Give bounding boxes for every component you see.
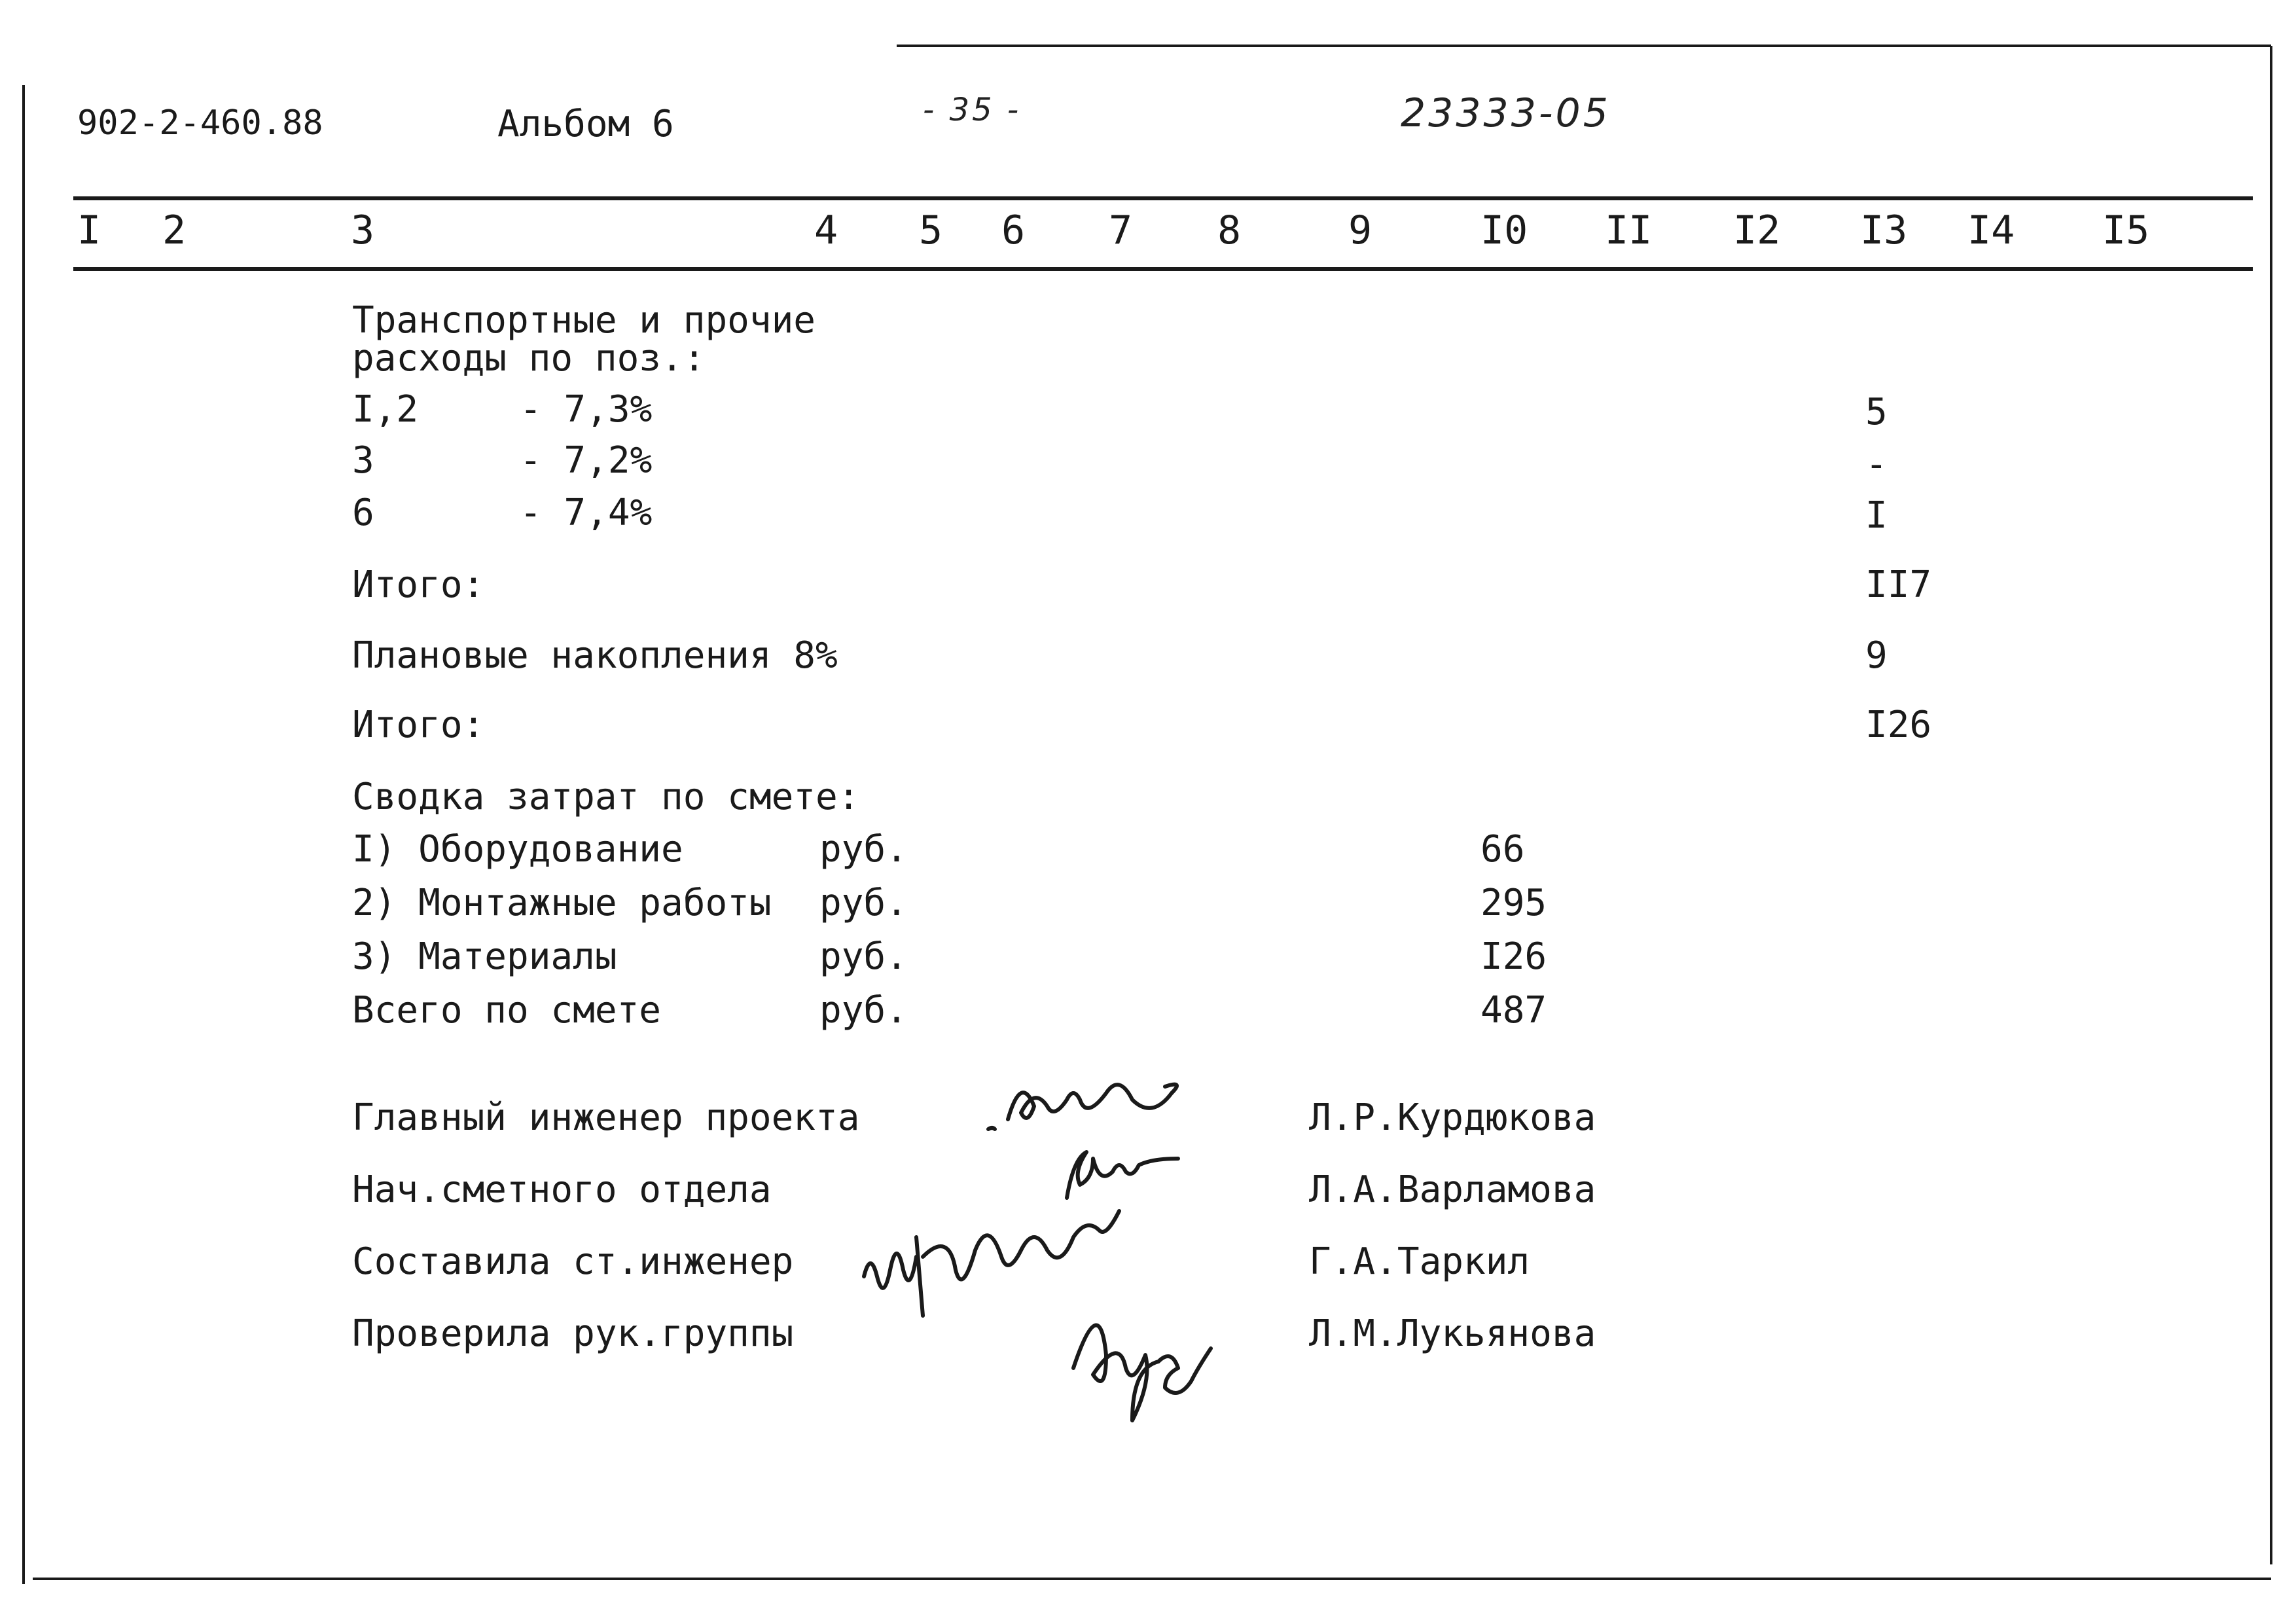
transport-heading-line1: Транспортные и прочие (352, 299, 816, 342)
album-label: Альбом 6 (497, 103, 674, 145)
signature-role: Нач.сметного отдела (352, 1168, 772, 1211)
column-number-7: 7 (1109, 208, 1133, 253)
summary-row-value: I26 (1480, 935, 1547, 978)
subtotal-label: Итого: (352, 564, 485, 606)
summary-row-unit: руб. (819, 935, 908, 978)
planned-savings-label: Плановые накопления 8% (352, 634, 838, 677)
subtotal-value: II7 (1865, 564, 1932, 606)
transport-row-rate: - 7,3% (520, 388, 653, 431)
summary-row-unit: руб. (819, 882, 908, 924)
transport-row-value: - (1865, 443, 1888, 486)
handwritten-signature-reviewer (1060, 1283, 1230, 1401)
summary-row-value: 487 (1480, 989, 1547, 1032)
transport-row-pos: I,2 (352, 388, 419, 431)
summary-row-label: 2) Монтажные работы (352, 882, 772, 924)
summary-row-label: Всего по смете (352, 989, 662, 1032)
total-value: I26 (1865, 704, 1932, 746)
left-border (22, 85, 25, 1584)
column-number-1: I (77, 208, 101, 253)
column-header-top-rule (73, 196, 2253, 200)
summary-row-label: I) Оборудование (352, 828, 683, 871)
summary-row-label: 3) Материалы (352, 935, 617, 978)
right-border (2270, 46, 2272, 1564)
column-number-9: 9 (1348, 208, 1372, 253)
doc-code: 902-2-460.88 (77, 103, 323, 143)
summary-row-unit: руб. (819, 989, 908, 1032)
column-number-4: 4 (814, 208, 838, 253)
transport-row-rate: - 7,2% (520, 439, 653, 482)
column-number-6: 6 (1001, 208, 1026, 253)
transport-row-value: 5 (1865, 391, 1888, 433)
signature-name: Л.А.Варламова (1309, 1168, 1596, 1211)
signature-role: Составила ст.инженер (352, 1240, 794, 1283)
top-border (897, 45, 2271, 47)
column-number-14: I4 (1967, 208, 2015, 253)
signature-name: Л.М.Лукьянова (1309, 1312, 1596, 1355)
column-number-13: I3 (1860, 208, 1908, 253)
column-number-5: 5 (919, 208, 943, 253)
column-number-8: 8 (1217, 208, 1242, 253)
signature-name: Л.Р.Курдюкова (1309, 1096, 1596, 1139)
column-header-bottom-rule (73, 267, 2253, 271)
transport-row-rate: - 7,4% (520, 492, 653, 534)
total-label: Итого: (352, 704, 485, 746)
summary-heading: Сводка затрат по смете: (352, 776, 860, 818)
column-number-12: I2 (1733, 208, 1781, 253)
handwritten-signature-chief-engineer (982, 1067, 1230, 1139)
summary-row-unit: руб. (819, 828, 908, 871)
transport-heading-line2: расходы по поз.: (352, 337, 706, 380)
signature-name: Г.А.Таркил (1309, 1240, 1530, 1283)
column-number-15: I5 (2102, 208, 2150, 253)
signature-role: Проверила рук.группы (352, 1312, 794, 1355)
summary-row-value: 66 (1480, 828, 1525, 871)
planned-savings-value: 9 (1865, 634, 1888, 677)
column-number-2: 2 (162, 208, 187, 253)
bottom-border (33, 1578, 2271, 1580)
column-number-11: II (1605, 208, 1653, 253)
transport-row-pos: 6 (352, 492, 374, 534)
column-number-10: I0 (1480, 208, 1528, 253)
summary-row-value: 295 (1480, 882, 1547, 924)
page-number: - 35 - (923, 92, 1022, 128)
transport-row-value: I (1865, 494, 1888, 537)
signature-role: Главный инженер проекта (352, 1096, 860, 1139)
inventory-number: 23333-05 (1401, 90, 1611, 136)
transport-row-pos: 3 (352, 439, 374, 482)
column-number-3: 3 (351, 208, 375, 253)
